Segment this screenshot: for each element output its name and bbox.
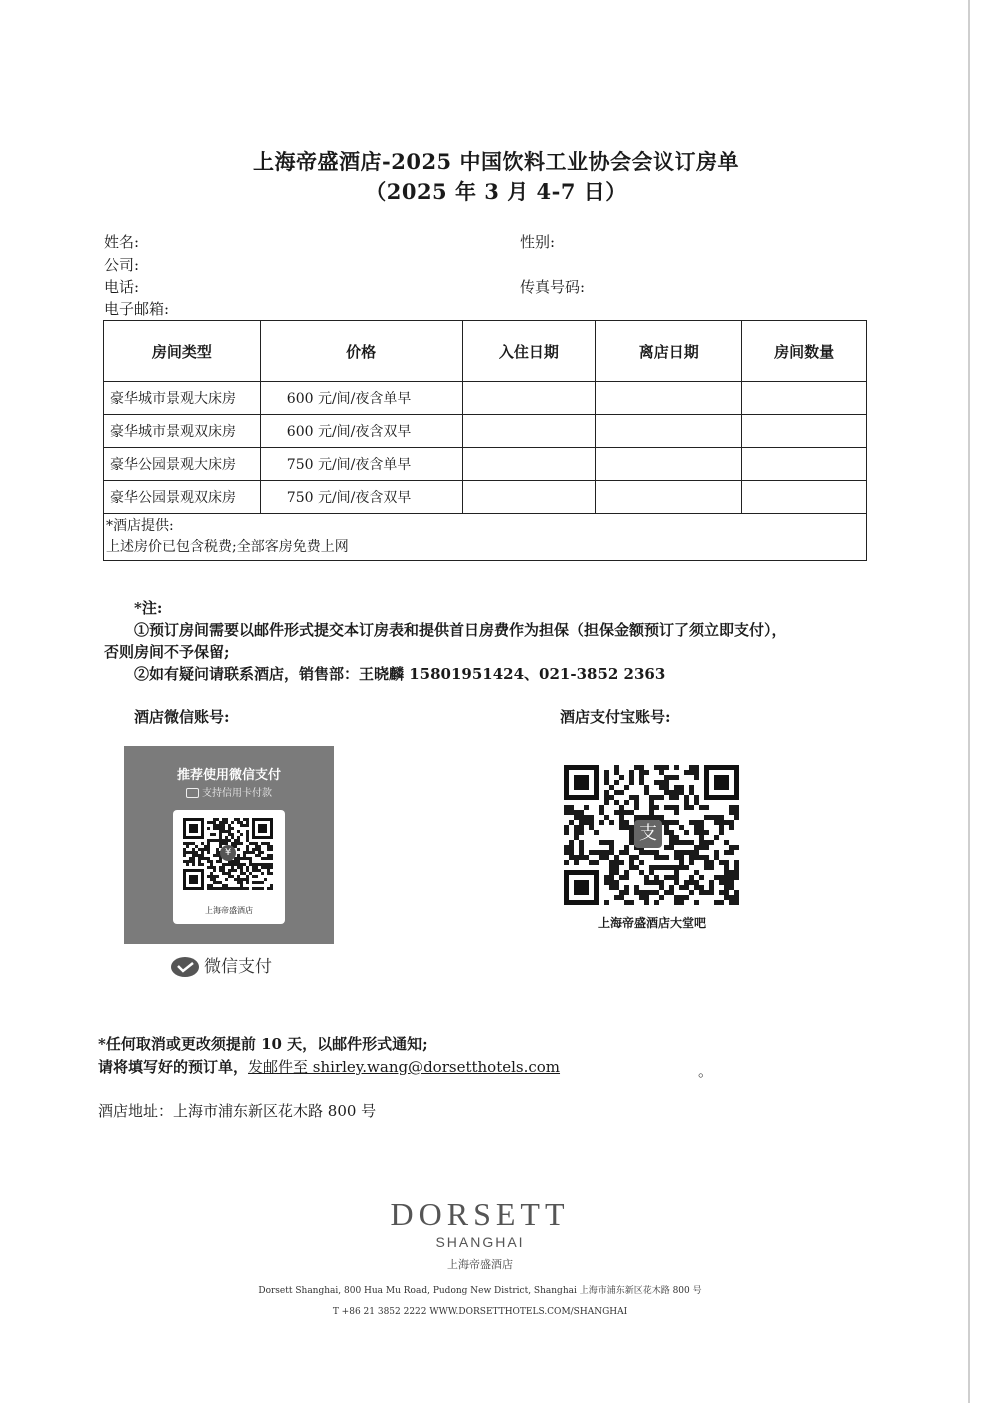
- wechat-logo-icon: [170, 956, 200, 978]
- header-checkin: 入住日期: [462, 321, 596, 382]
- email-field-label[interactable]: 电子邮箱:: [104, 300, 170, 318]
- cancel-policy: *任何取消或更改须提前 10 天，以邮件形式通知;: [98, 1035, 428, 1053]
- note-item-1-cont: 否则房间不予保留;: [104, 643, 230, 661]
- note-text: 上述房价已包含税费;全部客房免费上网: [106, 539, 349, 555]
- page-title: 上海帝盛酒店-2025 中国饮料工业协会会议订房单: [253, 149, 739, 174]
- room-type-cell: 豪华公园景观大床房: [104, 448, 261, 481]
- checkin-cell[interactable]: [462, 481, 596, 514]
- wechat-panel-subtitle-text: 支持信用卡付款: [202, 788, 272, 799]
- email-instruction: [98, 1056, 560, 1078]
- header-checkout: 离店日期: [596, 321, 742, 382]
- notes-heading: *注:: [134, 599, 163, 617]
- phone-field-label[interactable]: 电话:: [104, 278, 140, 296]
- table-row: [104, 448, 867, 481]
- wechat-account-label: 酒店微信账号:: [134, 708, 230, 726]
- header-room-count: 房间数量: [742, 321, 867, 382]
- checkin-cell[interactable]: [462, 382, 596, 415]
- room-price-cell: 600 元/间/夜含双早: [260, 415, 462, 448]
- email-period: 。: [698, 1062, 714, 1080]
- wechat-panel-subtitle: [124, 784, 334, 799]
- room-count-cell[interactable]: [742, 415, 867, 448]
- gender-field-label[interactable]: 性别:: [520, 233, 556, 251]
- hotel-provides-note: [104, 514, 867, 561]
- header-price: 价格: [260, 321, 462, 382]
- table-note-row: [104, 514, 867, 561]
- note-heading: *酒店提供:: [106, 518, 174, 534]
- footer-address: Dorsett Shanghai, 800 Hua Mu Road, Pudong New District, Shanghai 上海市浦东新区花木路 800 号: [258, 1286, 702, 1296]
- dorsett-logo: DORSETT: [390, 1196, 570, 1232]
- checkout-cell[interactable]: [596, 481, 742, 514]
- wechat-qr-card: [173, 810, 285, 924]
- note-item-1: ①预订房间需要以邮件形式提交本订房表和提供首日房费作为担保（担保金额预订了须立即支付），: [134, 621, 787, 639]
- checkout-cell[interactable]: [596, 382, 742, 415]
- room-count-cell[interactable]: [742, 481, 867, 514]
- room-type-cell: 豪华公园景观双床房: [104, 481, 261, 514]
- room-price-cell: 750 元/间/夜含双早: [260, 481, 462, 514]
- checkout-cell[interactable]: [596, 415, 742, 448]
- room-booking-table: [103, 320, 867, 561]
- fax-field-label[interactable]: 传真号码:: [520, 278, 586, 296]
- logo-cn-name: 上海帝盛酒店: [447, 1258, 513, 1271]
- room-price-cell: 750 元/间/夜含单早: [260, 448, 462, 481]
- name-field-label[interactable]: 姓名:: [104, 233, 140, 251]
- page-subtitle-dates: （2025 年 3 月 4-7 日）: [365, 179, 627, 204]
- wechat-pay-text: 微信支付: [204, 957, 272, 977]
- checkin-cell[interactable]: [462, 415, 596, 448]
- room-count-cell[interactable]: [742, 382, 867, 415]
- table-row: [104, 415, 867, 448]
- table-row: [104, 481, 867, 514]
- wechat-card-label: 上海帝盛酒店: [205, 906, 253, 915]
- wechat-card-icon: [186, 788, 199, 798]
- room-price-cell: 600 元/间/夜含单早: [260, 382, 462, 415]
- wechat-qr-panel: [124, 746, 334, 944]
- footer-contact: T +86 21 3852 2222 WWW.DORSETTHOTELS.COM/SHANGHAI: [332, 1307, 628, 1317]
- alipay-caption: 上海帝盛酒店大堂吧: [597, 916, 706, 930]
- scan-edge-line: [968, 0, 970, 1403]
- header-room-type: 房间类型: [104, 321, 261, 382]
- room-type-cell: 豪华城市景观大床房: [104, 382, 261, 415]
- wechat-pay-brand: [170, 952, 272, 978]
- hotel-address: 酒店地址：上海市浦东新区花木路 800 号: [98, 1102, 377, 1120]
- checkout-cell[interactable]: [596, 448, 742, 481]
- room-count-cell[interactable]: [742, 448, 867, 481]
- alipay-icon: 支: [634, 820, 662, 848]
- table-header-row: [104, 321, 867, 382]
- table-row: [104, 382, 867, 415]
- checkin-cell[interactable]: [462, 448, 596, 481]
- yuan-icon: ¥: [220, 845, 236, 861]
- company-field-label[interactable]: 公司:: [104, 256, 140, 274]
- wechat-panel-title: 推荐使用微信支付: [176, 768, 281, 783]
- alipay-account-label: 酒店支付宝账号:: [560, 708, 671, 726]
- email-link[interactable]: 发邮件至 shirley.wang@dorsetthotels.com: [248, 1058, 561, 1076]
- note-item-2: ②如有疑问请联系酒店，销售部：王晓麟 15801951424、021-3852 2363: [134, 665, 666, 683]
- room-type-cell: 豪华城市景观双床房: [104, 415, 261, 448]
- email-instruction-prefix: 请将填写好的预订单，: [98, 1058, 249, 1076]
- logo-city: SHANGHAI: [435, 1234, 525, 1250]
